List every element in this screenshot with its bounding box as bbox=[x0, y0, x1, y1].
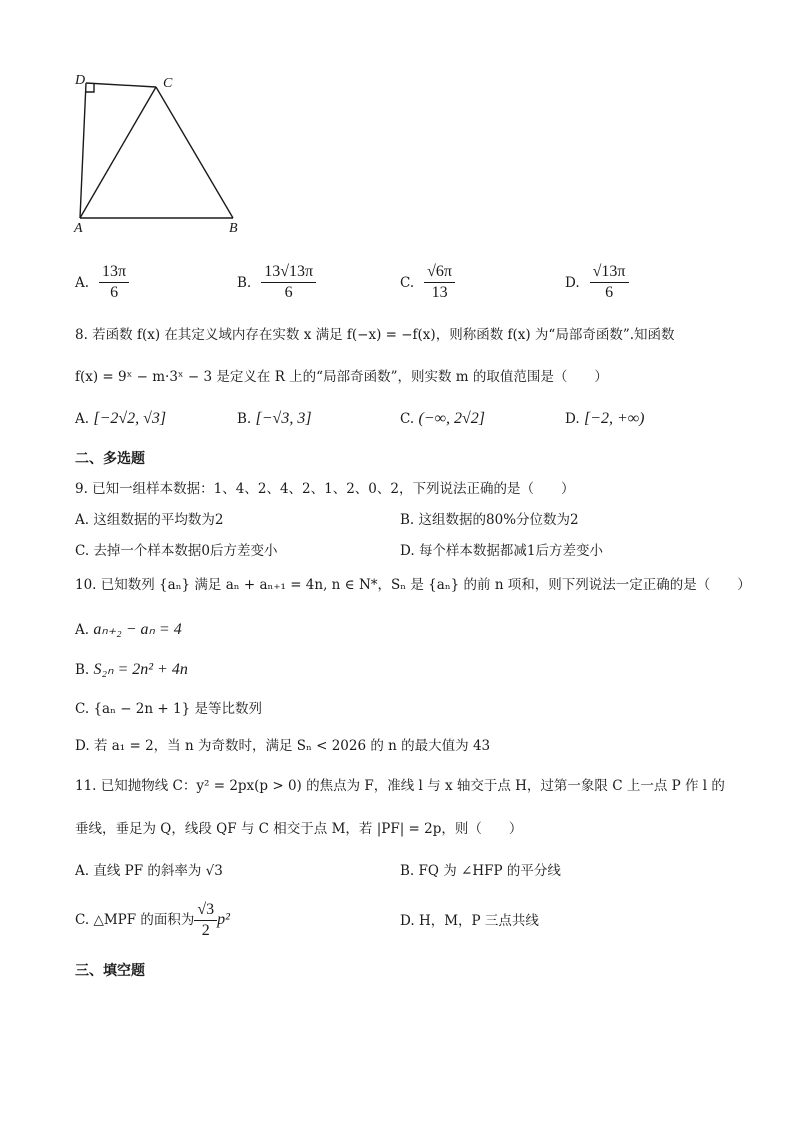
q7-option-c[interactable]: C. $\frac{√6\pi}{13}$ bbox=[400, 262, 455, 303]
q11-stem-line1: 11. 已知抛物线 C：y² = 2px(p > 0) 的焦点为 F，准线 l 与 x 轴交于点 H，过第一象限 C 上一点 P 作 l 的 bbox=[75, 778, 725, 794]
section-heading-fill-blank: 三、填空题 bbox=[75, 963, 145, 979]
point-label-C: C bbox=[163, 76, 173, 91]
q11-option-a[interactable]: A. 直线 PF 的斜率为 √3 bbox=[75, 863, 223, 879]
q9-option-c[interactable]: C. 去掉一个样本数据0后方差变小 bbox=[75, 543, 278, 559]
q9-stem: 9. 已知一组样本数据：1、4、2、4、2、1、2、0、2，下列说法正确的是（ ） bbox=[75, 481, 575, 497]
q9-option-a[interactable]: A. 这组数据的平均数为2 bbox=[75, 512, 224, 528]
q8-stem-line1: 8. 若函数 f(x) 在其定义域内存在实数 x 满足 f(−x) = −f(x)，则称函数 f(x) 为“局部奇函数”.知函数 bbox=[75, 327, 675, 343]
q7-option-a[interactable]: A. $\frac{13\pi}{6}$ bbox=[75, 262, 129, 303]
fraction: $\frac{13√13\pi}{6}$ bbox=[261, 262, 316, 303]
fraction: $\frac{√6\pi}{13}$ bbox=[424, 262, 455, 303]
q8-option-c[interactable]: C. (−∞, 2√2] bbox=[400, 410, 485, 427]
q10-option-d[interactable]: D. 若 a₁ = 2，当 n 为奇数时，满足 Sₙ < 2026 的 n 的最大值为 43 bbox=[75, 738, 491, 754]
q10-stem: 10. 已知数列 {aₙ} 满足 aₙ + aₙ₊₁ = 4n, n ∈ N*，Sₙ 是 {aₙ} 的前 n 项和，则下列说法一定正确的是（ ） bbox=[75, 577, 751, 593]
q7-option-b[interactable]: B. $\frac{13√13\pi}{6}$ bbox=[237, 262, 316, 303]
right-angle-mark bbox=[86, 83, 94, 92]
q8-option-a[interactable]: A. [−2√2, √3] bbox=[75, 410, 167, 427]
edge-CB bbox=[156, 87, 233, 218]
point-label-B: B bbox=[229, 221, 238, 236]
q10-option-c[interactable]: C. {aₙ − 2n + 1} 是等比数列 bbox=[75, 701, 262, 717]
point-label-A: A bbox=[74, 221, 83, 236]
diagonal-AC bbox=[80, 87, 156, 218]
edge-AD bbox=[80, 83, 86, 218]
q11-option-d[interactable]: D. H，M，P 三点共线 bbox=[400, 913, 539, 929]
q8-option-b[interactable]: B. [−√3, 3] bbox=[237, 410, 312, 427]
q7-option-d[interactable]: D. $\frac{√13\pi}{6}$ bbox=[565, 262, 629, 303]
section-heading-multi-choice: 二、多选题 bbox=[75, 451, 145, 467]
quadrilateral-figure bbox=[60, 62, 260, 242]
q9-option-d[interactable]: D. 每个样本数据都减1后方差变小 bbox=[400, 543, 604, 559]
q11-stem-line2: 垂线，垂足为 Q，线段 QF 与 C 相交于点 M，若 |PF| = 2p，则（ ） bbox=[75, 821, 523, 837]
q8-option-d[interactable]: D. [−2, +∞) bbox=[565, 410, 645, 427]
q11-option-c[interactable]: C. △MPF 的面积为 $\frac{√3}{2}$ p² bbox=[75, 901, 230, 939]
fraction: $\frac{√3}{2}$ bbox=[194, 900, 217, 941]
q8-stem-line2: f(x) = 9ˣ − m·3ˣ − 3 是定义在 R 上的“局部奇函数”，则实数 m 的取值范围是（ ） bbox=[75, 369, 608, 385]
q10-option-b[interactable]: B. S₂ₙ = 2n² + 4n bbox=[75, 661, 188, 678]
q11-option-b[interactable]: B. FQ 为 ∠HFP 的平分线 bbox=[400, 863, 561, 879]
point-label-D: D bbox=[75, 73, 86, 88]
fraction: $\frac{13\pi}{6}$ bbox=[99, 262, 129, 303]
fraction: $\frac{√13\pi}{6}$ bbox=[590, 262, 629, 303]
q9-option-b[interactable]: B. 这组数据的80%分位数为2 bbox=[400, 512, 579, 528]
edge-DC bbox=[86, 83, 156, 87]
q10-option-a[interactable]: A. aₙ₊₂ − aₙ = 4 bbox=[75, 621, 182, 638]
